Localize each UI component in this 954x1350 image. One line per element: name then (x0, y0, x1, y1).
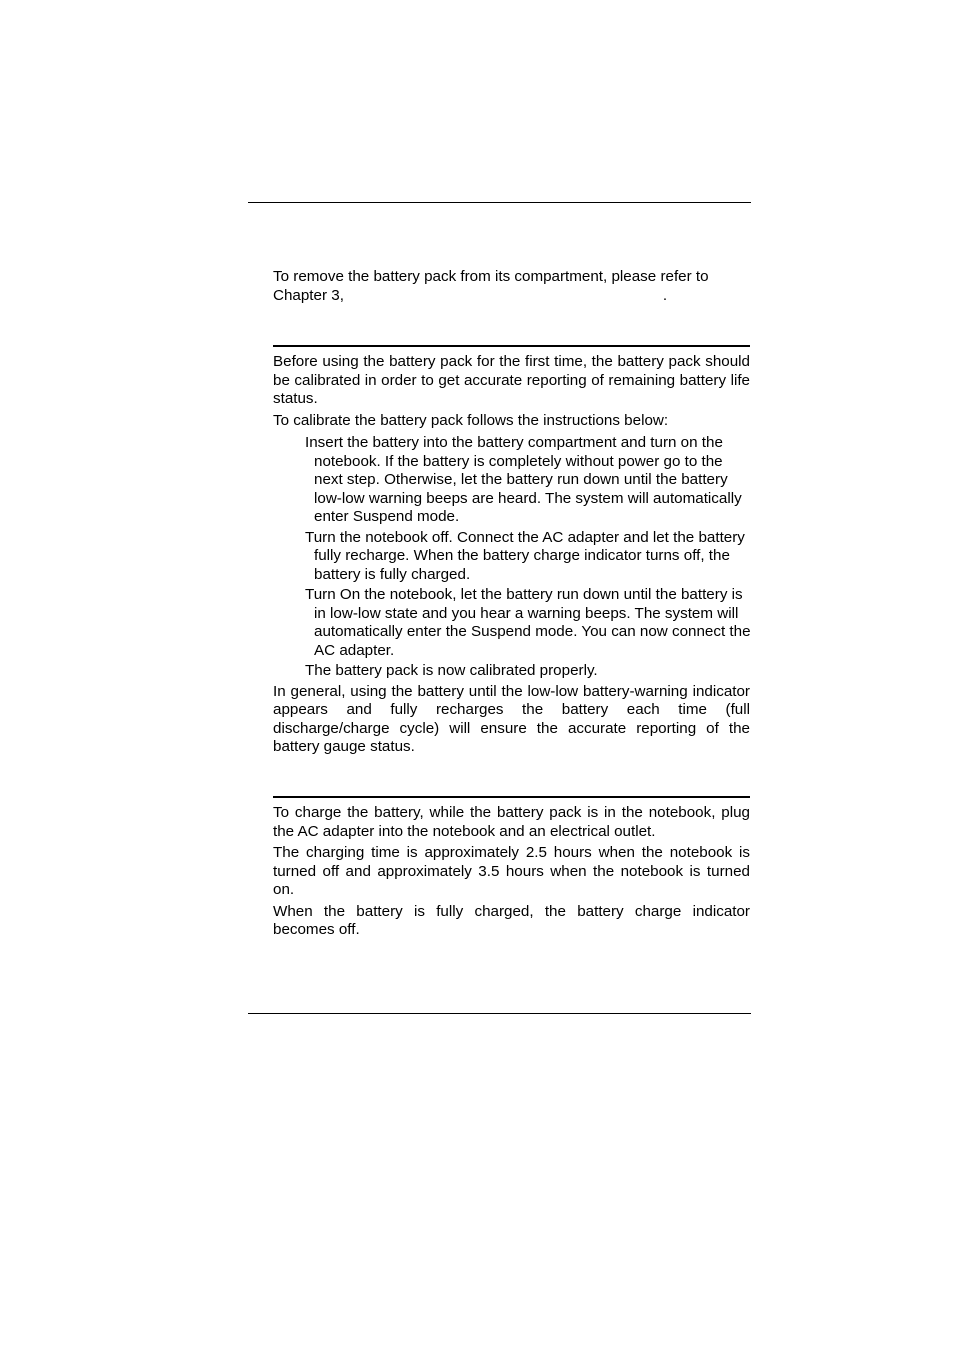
chapter-reference: Chapter 3, (273, 286, 344, 304)
charging-paragraph-1: To charge the battery, while the battery pack is in the notebook, plug the AC adapter into the notebook and an electrical outlet. (273, 804, 750, 840)
calibration-summary: In general, using the battery until the low-low battery-warning indicator appears and fully recharges the battery each time (full discharge/charge cycle) will ensure the accurate reporting of the battery gauge status. (273, 682, 750, 755)
removal-section (273, 268, 750, 305)
calibration-step-2: Turn the notebook off. Connect the AC adapter and let the battery fully recharge. When the battery charge indicator turns off, the battery is fully charged. (305, 528, 745, 583)
charging-section-rule (273, 796, 750, 798)
calibration-step-1: Insert the battery into the battery compartment and turn on the notebook. If the battery is completely without power go to the next step. Otherwise, let the battery run down until the battery low-low warning beeps are heard. The system will automatically enter Suspend mode. (305, 434, 742, 525)
removal-line-1: To remove the battery pack from its compartment, please refer to (273, 268, 709, 285)
calibration-step-4: The battery pack is now calibrated properly. (305, 662, 598, 679)
calibration-intro: Before using the battery pack for the first time, the battery pack should be calibrated in order to get accurate reporting of remaining battery life status. (273, 353, 750, 407)
calibration-section (273, 353, 750, 757)
calibration-lead: To calibrate the battery pack follows the instructions below: (273, 411, 669, 429)
removal-period: . (662, 286, 668, 304)
calibration-step-3: Turn On the notebook, let the battery run down until the battery is in low-low state and you hear a warning beeps. The system will automatically enter the Suspend mode. You can now connect the AC adapter. (305, 586, 751, 659)
charging-paragraph-3: When the battery is fully charged, the battery charge indicator becomes off. (273, 902, 750, 938)
calibration-steps (273, 434, 750, 681)
charging-section (273, 804, 750, 940)
calibration-section-rule (273, 345, 750, 347)
footer-rule (248, 1013, 751, 1014)
removal-line-2 (273, 287, 750, 306)
header-rule (248, 202, 751, 203)
charging-paragraph-2: The charging time is approximately 2.5 hours when the notebook is turned off and approximately 3.5 hours when the notebook is turned on. (273, 844, 750, 898)
